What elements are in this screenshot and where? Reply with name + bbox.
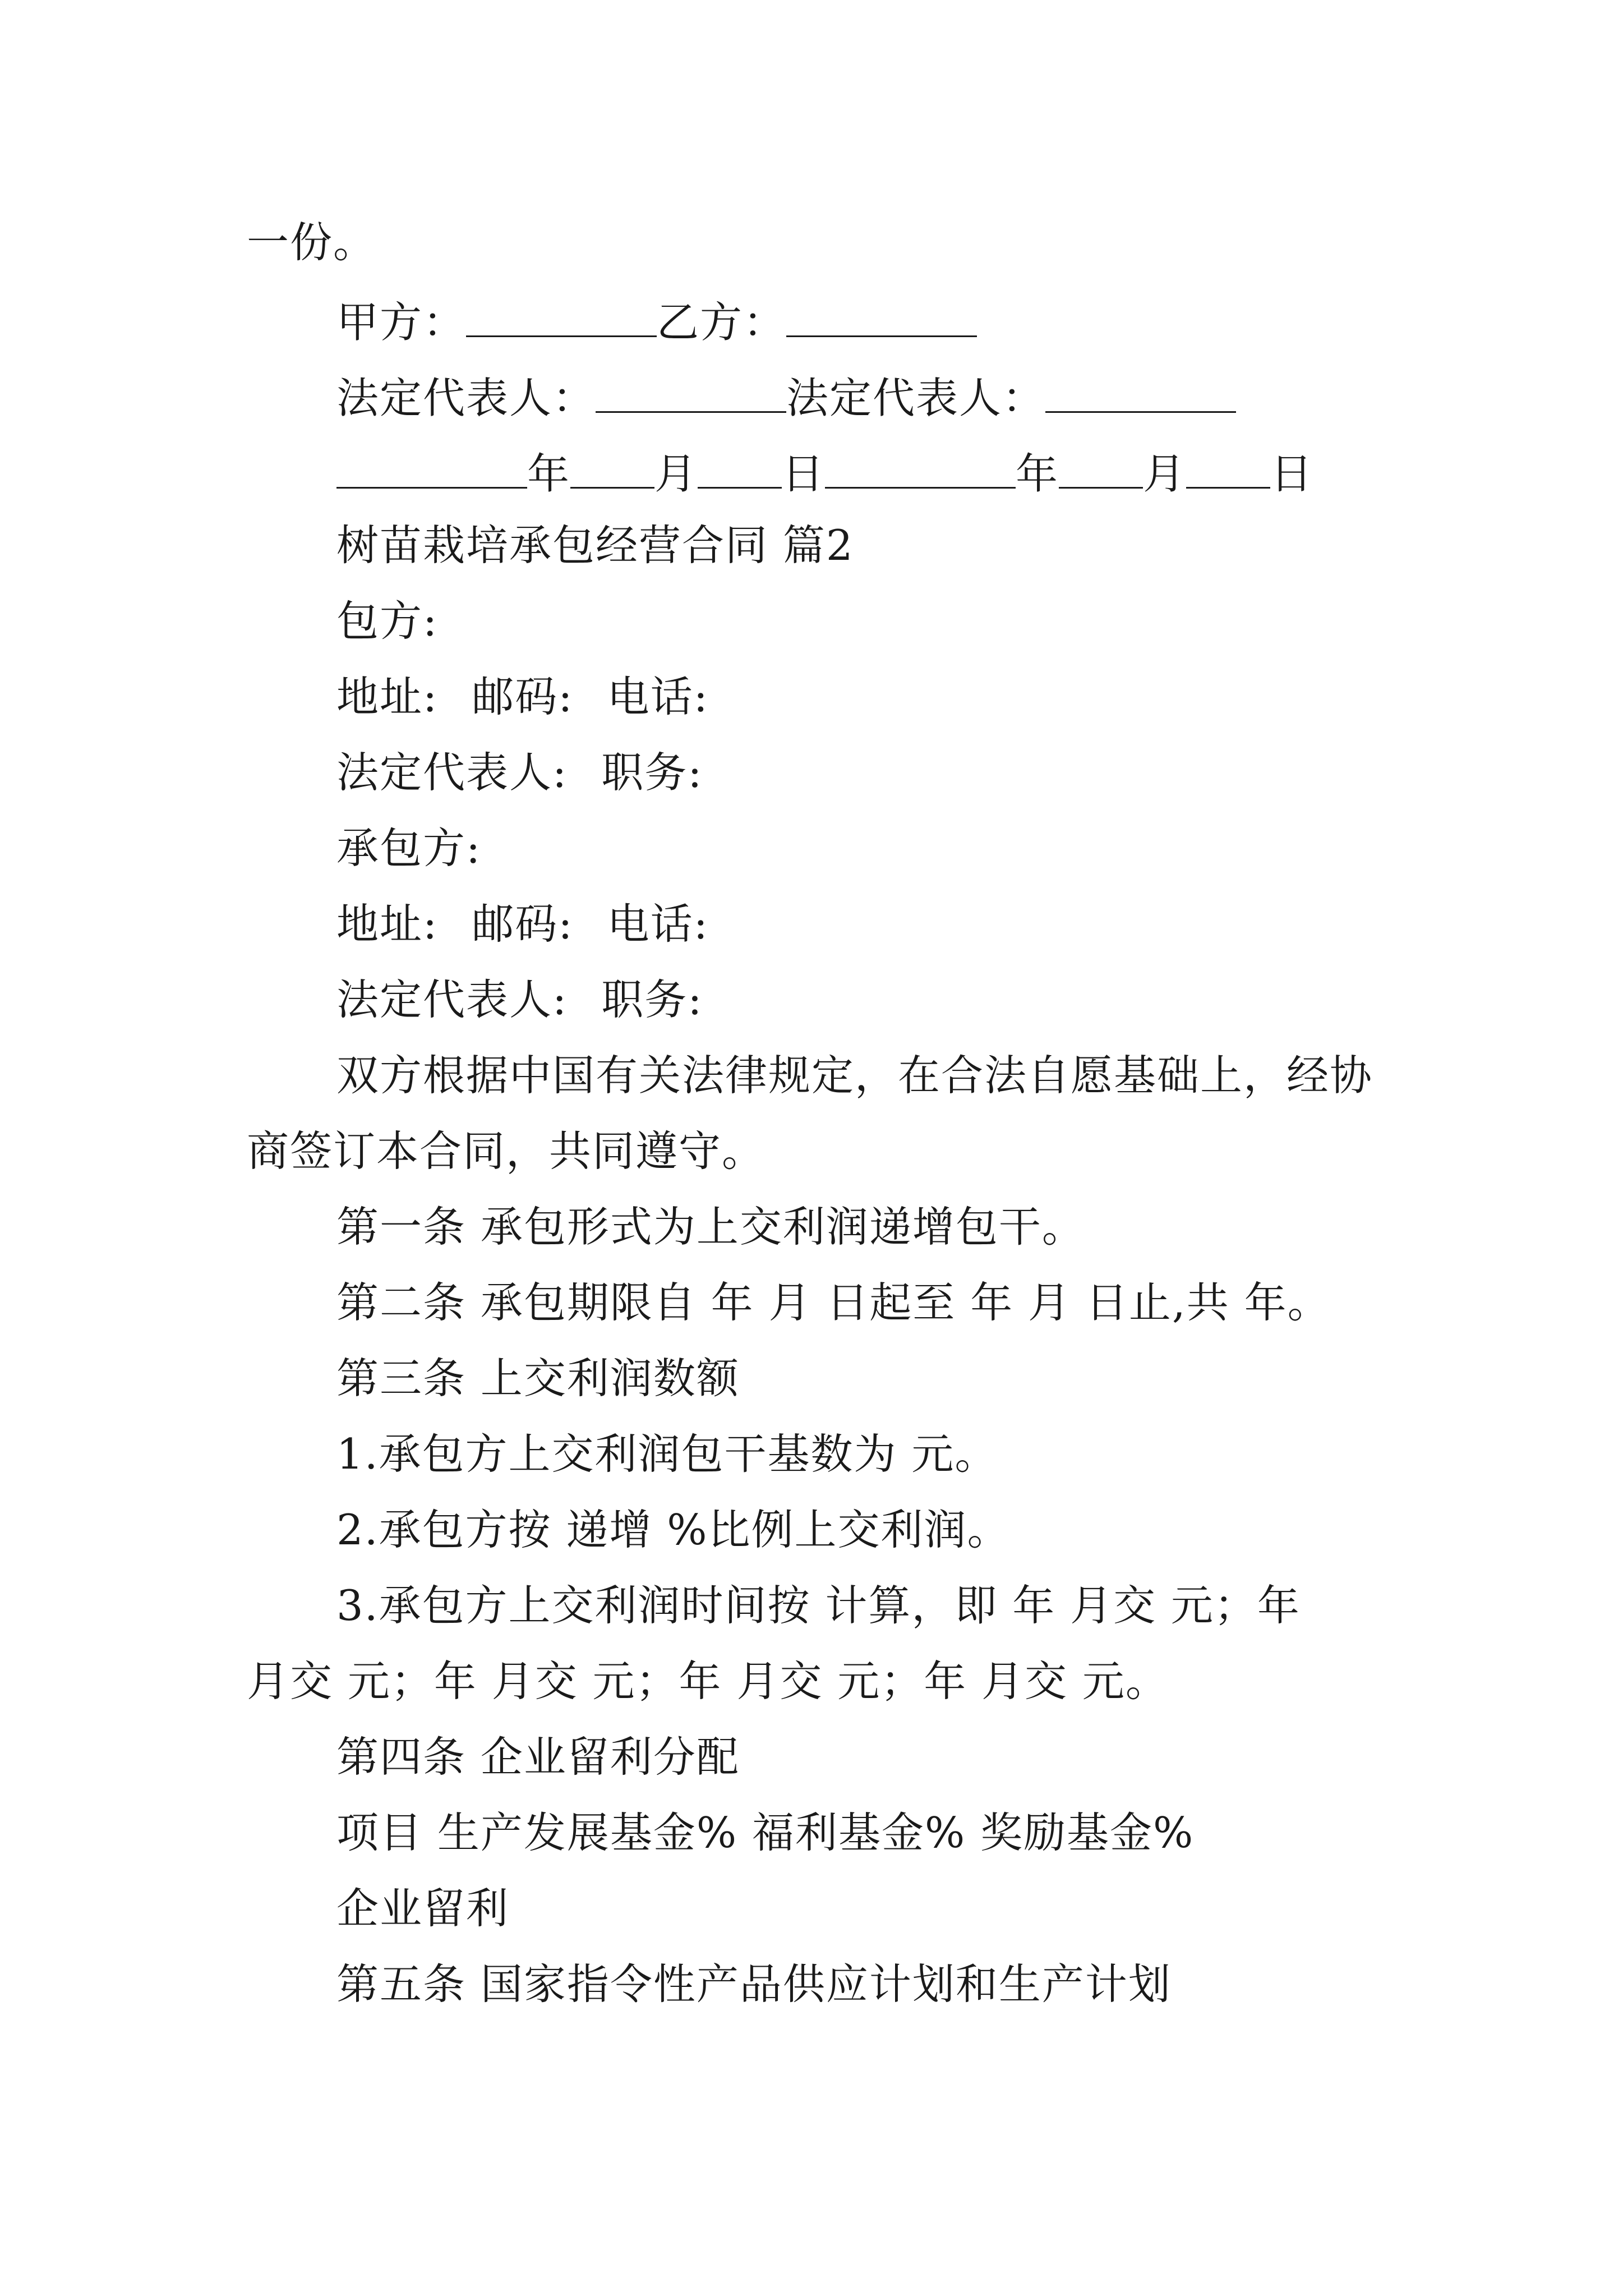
section-title-text: 树苗栽培承包经营合同 篇2 bbox=[336, 521, 854, 570]
line-text: 3.承包方上交利润时间按 计算，即 年 月交 元；年 bbox=[336, 1581, 1301, 1630]
line-text: 第四条 企业留利分配 bbox=[336, 1732, 740, 1782]
line-text: 双方根据中国有关法律规定，在合法自愿基础上，经协 bbox=[336, 1051, 1373, 1100]
text-line-13 bbox=[247, 1126, 1376, 1176]
text-line-14 bbox=[336, 1202, 1376, 1251]
rep-title-line bbox=[336, 975, 1376, 1024]
phone-label: 电话: bbox=[607, 899, 709, 949]
text-line-18 bbox=[336, 1505, 1376, 1554]
line-text: 第一条 承包形式为上交利润递增包干。 bbox=[336, 1202, 1085, 1251]
title-label: 职务: bbox=[601, 748, 703, 797]
text-line-22 bbox=[336, 1808, 1376, 1857]
text-line-12 bbox=[336, 1051, 1376, 1100]
line-text: 月交 元；年 月交 元；年 月交 元；年 月交 元。 bbox=[247, 1657, 1169, 1706]
text-line-23 bbox=[336, 1884, 1376, 1933]
legal-rep-label: 法定代表人: bbox=[336, 748, 568, 797]
blank-underline bbox=[1059, 449, 1143, 489]
line-text: 企业留利 bbox=[336, 1884, 510, 1933]
text-line-1 bbox=[247, 218, 1376, 267]
address-label: 地址: bbox=[336, 672, 439, 721]
text-line-17 bbox=[336, 1429, 1376, 1479]
contact-line bbox=[336, 672, 1376, 721]
blank-underline bbox=[336, 449, 527, 489]
party-a-label: 甲方： bbox=[336, 297, 467, 347]
legal-rep-line bbox=[336, 373, 1376, 423]
blank-underline bbox=[1186, 449, 1270, 489]
year-label: 年 bbox=[1016, 449, 1059, 499]
text-line-16 bbox=[336, 1354, 1376, 1403]
party-b-label: 乙方： bbox=[657, 297, 787, 347]
section-title bbox=[336, 521, 1376, 570]
line-text: 1.承包方上交利润包干基数为 元。 bbox=[336, 1429, 998, 1479]
party-a-b-line bbox=[336, 297, 1376, 347]
text-line-6 bbox=[336, 596, 1376, 646]
line-text: 项目 生产发展基金% 福利基金% 奖励基金% bbox=[336, 1808, 1195, 1857]
text-line-19 bbox=[336, 1581, 1376, 1630]
day-label: 日 bbox=[1270, 449, 1314, 499]
text-line-24 bbox=[336, 1959, 1376, 2009]
text-line-21 bbox=[336, 1732, 1376, 1782]
text-line-9 bbox=[336, 823, 1376, 873]
blank-underline bbox=[570, 449, 654, 489]
contact-line bbox=[336, 899, 1376, 949]
title-label: 职务: bbox=[601, 975, 703, 1024]
blank-underline bbox=[786, 297, 977, 337]
line-text: 第三条 上交利润数额 bbox=[336, 1354, 740, 1403]
rep-title-line bbox=[336, 748, 1376, 797]
day-label: 日 bbox=[782, 449, 826, 499]
month-label: 月 bbox=[1143, 449, 1187, 499]
blank-underline bbox=[698, 449, 782, 489]
postcode-label: 邮码: bbox=[472, 899, 574, 949]
line-text: 2.承包方按 递增 %比例上交利润。 bbox=[336, 1505, 1011, 1554]
text-line-15 bbox=[336, 1278, 1376, 1327]
phone-label: 电话: bbox=[607, 672, 709, 721]
line-text: 第二条 承包期限自 年 月 日起至 年 月 日止,共 年。 bbox=[336, 1278, 1331, 1327]
legal-rep-label: 法定代表人: bbox=[336, 975, 568, 1024]
text-line-20 bbox=[247, 1657, 1376, 1706]
line-text: 一份。 bbox=[247, 218, 377, 267]
address-label: 地址: bbox=[336, 899, 439, 949]
line-text: 商签订本合同，共同遵守。 bbox=[247, 1126, 766, 1176]
blank-underline bbox=[1045, 373, 1236, 413]
year-label: 年 bbox=[527, 449, 571, 499]
legal-rep-a-label: 法定代表人： bbox=[336, 373, 596, 423]
month-label: 月 bbox=[654, 449, 698, 499]
line-text: 包方: bbox=[336, 596, 439, 646]
legal-rep-b-label: 法定代表人： bbox=[786, 373, 1046, 423]
line-text: 第五条 国家指令性产品供应计划和生产计划 bbox=[336, 1959, 1172, 2009]
blank-underline bbox=[825, 449, 1016, 489]
line-text: 承包方: bbox=[336, 823, 482, 873]
date-line bbox=[336, 449, 1376, 499]
blank-underline bbox=[596, 373, 786, 413]
blank-underline bbox=[466, 297, 657, 337]
postcode-label: 邮码: bbox=[472, 672, 574, 721]
